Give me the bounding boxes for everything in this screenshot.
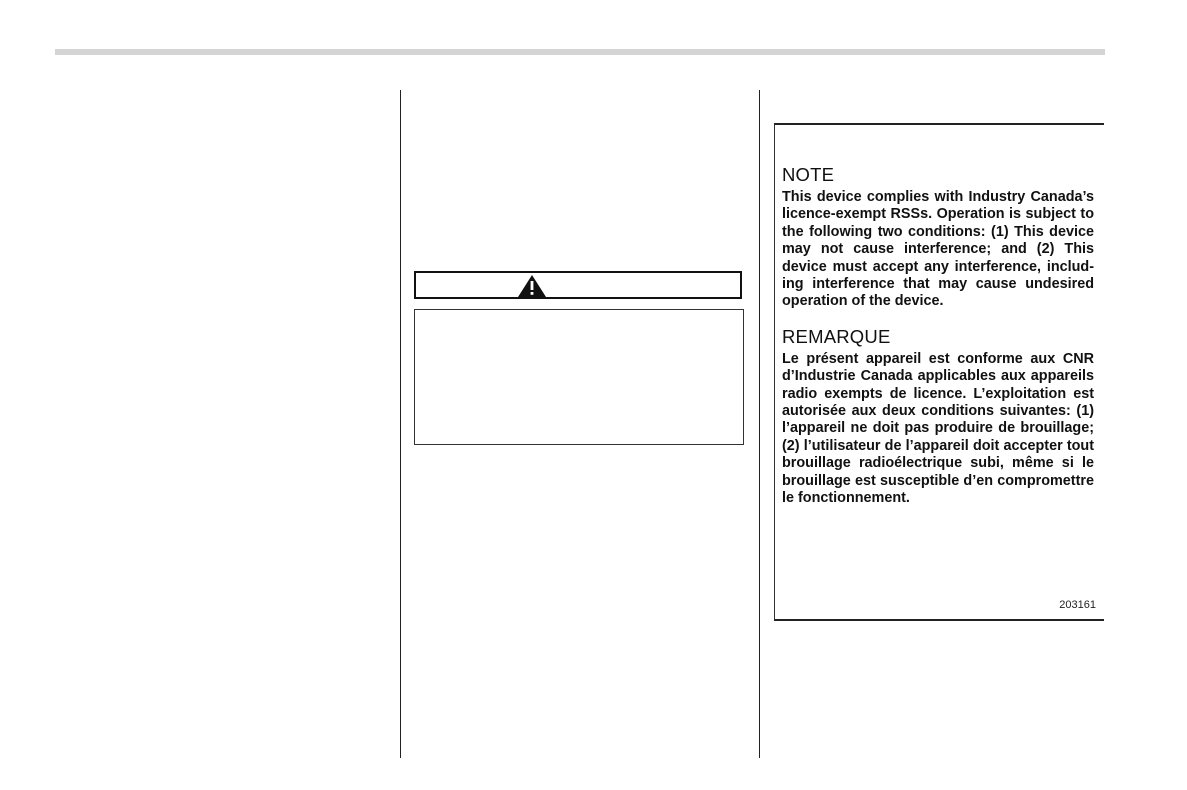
figure-code: 203161 (1059, 599, 1096, 611)
column-divider-right (759, 90, 760, 758)
warning-triangle-icon (517, 274, 547, 298)
remarque-heading: REMARQUE (782, 325, 891, 347)
warning-body (414, 309, 744, 445)
note-heading: NOTE (782, 164, 835, 185)
remarque-paragraph: Le présent appareil est conforme aux CNR d’Industrie Canada applicables aux appareils radio exempts de licence. L’exploitation est autorisée aux deux conditions suivantes: (1) l’appareil ne doit pas produire de brouillage; (2) l’utilisateur de l’appareil doit accepter tout brouillage radioélectrique subi, même si le brouillage est susceptible d’en compromettre le fonctionnement. (782, 350, 1094, 507)
column-divider-left (400, 90, 401, 758)
top-rule (55, 49, 1105, 55)
note-panel (774, 123, 1104, 621)
note-content (782, 165, 1094, 508)
warning-header (414, 271, 742, 299)
note-paragraph: This device complies with Industry Canada’s licence-exempt RSSs. Operation is subject to the following two conditions: (1) This device may not cause interference; and (2) This device must accept any interference, including interference that may cause undesired operation of the device. (782, 189, 1094, 310)
